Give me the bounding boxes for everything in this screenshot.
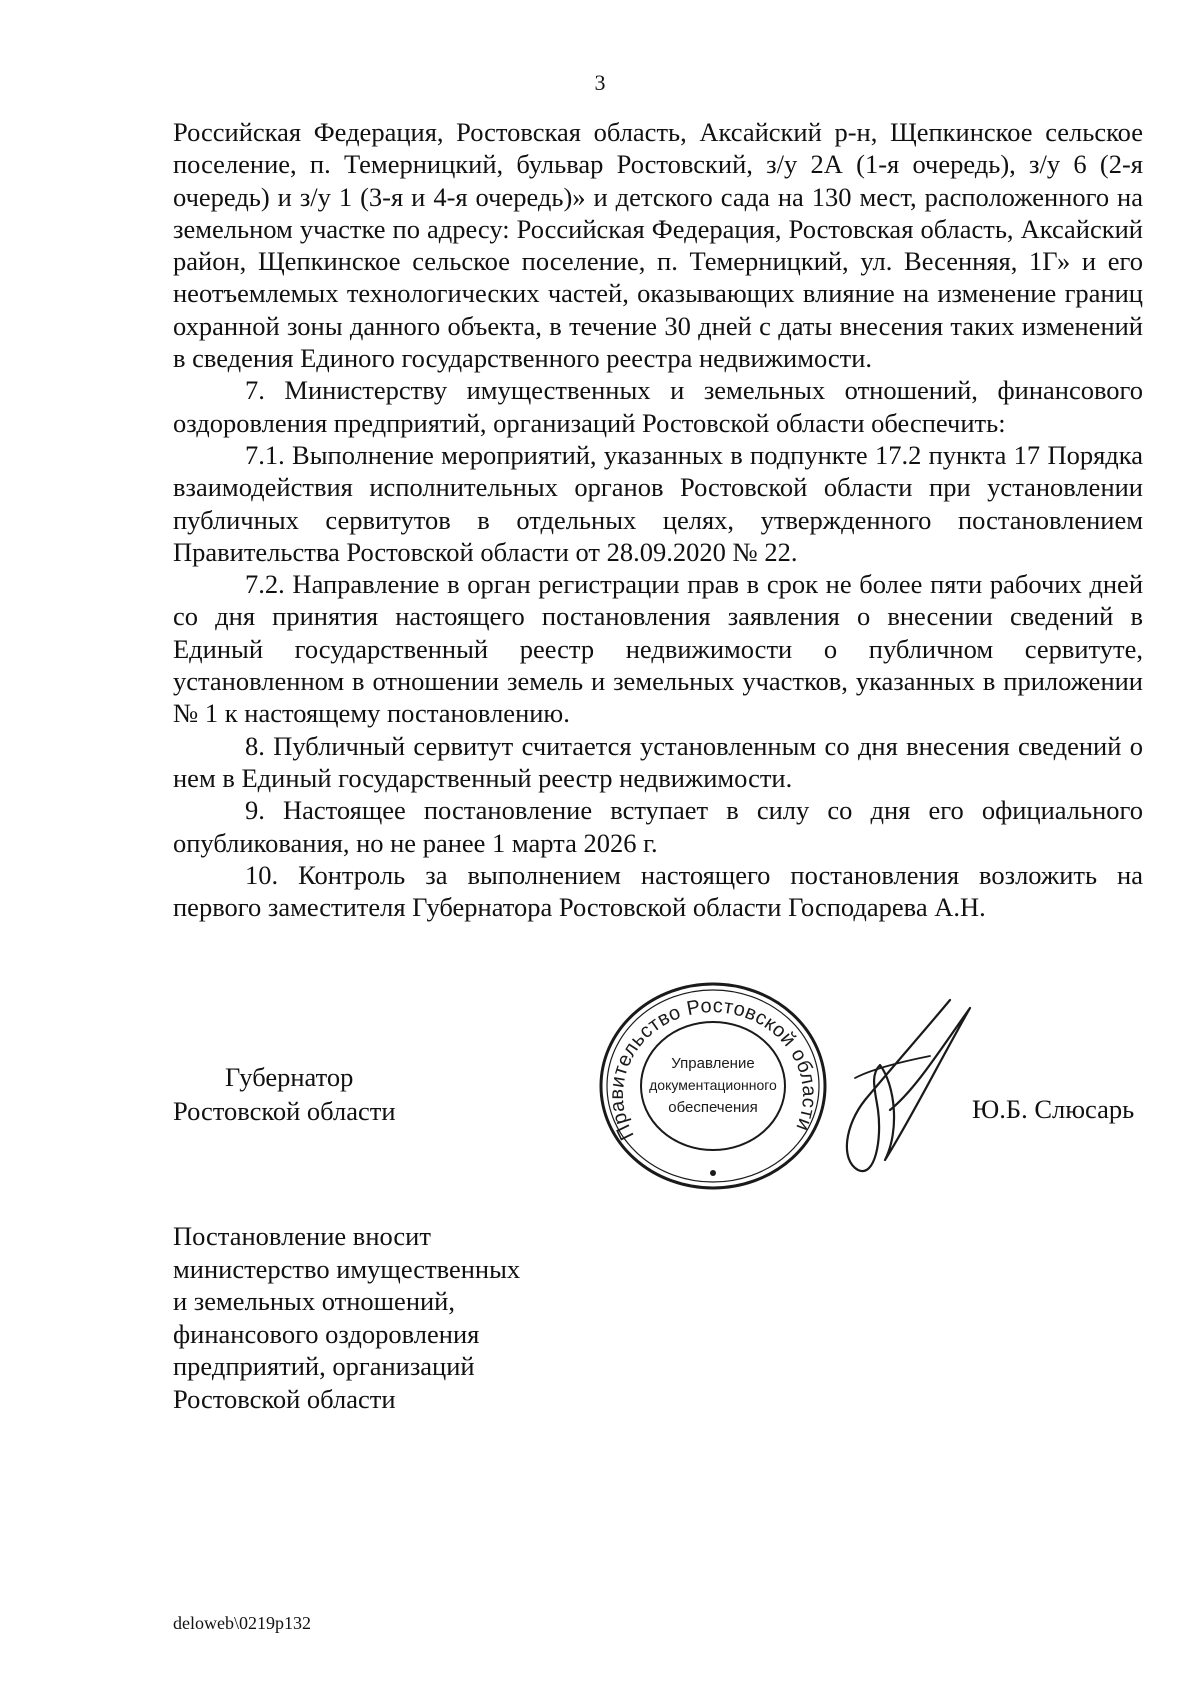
submitter-note [173,1220,520,1415]
official-stamp [596,980,830,1192]
footer-document-code: deloweb\0219p132 [173,1613,311,1633]
submitter-note-line: предприятий, организаций [173,1351,475,1381]
paragraph-item-10: 10. Контроль за выполнением настоящего постановления возложить на первого заместителя Губернатора Ростовской области Господарева А.Н. [173,859,1143,923]
stamp-inner-line-3: обеспечения [668,1099,758,1116]
paragraph-item-7-1: 7.1. Выполнение мероприятий, указанных в подпункте 17.2 пункта 17 Порядка взаимодействия исполнительных органов Ростовской области при установлении публичных сервитутов в отдельных целях, утвержденного постановлением Правительства Ростовской области от 28.09.2020 № 22. [173,439,1143,567]
stamp-inner-line-2: документационного [649,1077,777,1093]
submitter-note-line: министерство имущественных [173,1253,521,1284]
submitter-note-line: Ростовской области [173,1383,396,1414]
stamp-star-icon [710,1170,716,1176]
submitter-note-line: Постановление вносит [173,1221,431,1251]
position-title: Губернатор [225,1062,354,1092]
paragraph-item-9: 9. Настоящее постановление вступает в силу со дня его официального опубликования, но не ранее 1 марта 2026 г. [173,795,1143,858]
handwritten-signature [830,990,980,1180]
page-number: 3 [594,70,606,95]
document-body [173,116,1143,923]
submitter-note-line: и земельных отношений, [173,1286,455,1316]
paragraph-item-7-2: 7.2. Направление в орган регистрации прав в срок не более пяти рабочих дней со дня принятия настоящего постановления заявления о внесении сведений в Единый государственный реестр недвижимости о публичном сервитуте, установленном в отношении земель и земельных участков, указанных в приложении № 1 к настоящему постановлению. [173,569,1143,729]
submitter-note-line: финансового оздоровления [173,1318,480,1349]
paragraph-item-8: 8. Публичный сервитут считается установленным со дня внесения сведений о нем в Единый государственный реестр недвижимости. [173,730,1143,793]
paragraph-item-7: 7. Министерству имущественных и земельных отношений, финансового оздоровления предприятий, организаций Ростовской области обеспечить: [173,375,1143,438]
position-region: Ростовской области [173,1096,396,1126]
stamp-inner-line-1: Управление [671,1055,755,1072]
paragraph-continuation: Российская Федерация, Ростовская область, Аксайский р-н, Щепкинское сельское поселение, п. Темерницкий, бульвар Ростовский, з/у 2А (1-я очередь), з/у 6 (2-я очередь) и з/у 1 (3-я и 4-я очередь)» и детского сада на 130 мест, расположенного на земельном участке по адресу: Российская Федерация, Ростовская область, Аксайский район, Щепкинское сельское поселение, п. Темерницкий, ул. Весенняя, 1Г» и его неотъемлемых технологических частей, оказывающих влияние на изменение границ охранной зоны данного объекта, в течение 30 дней с даты внесения таких изменений в сведения Единого государственного реестра недвижимости. [173,117,1143,374]
signatory-position [173,1060,473,1128]
signer-name: Ю.Б. Слюсарь [972,1094,1135,1124]
stamp-outer-text: Правительство Ростовской области [605,995,821,1144]
